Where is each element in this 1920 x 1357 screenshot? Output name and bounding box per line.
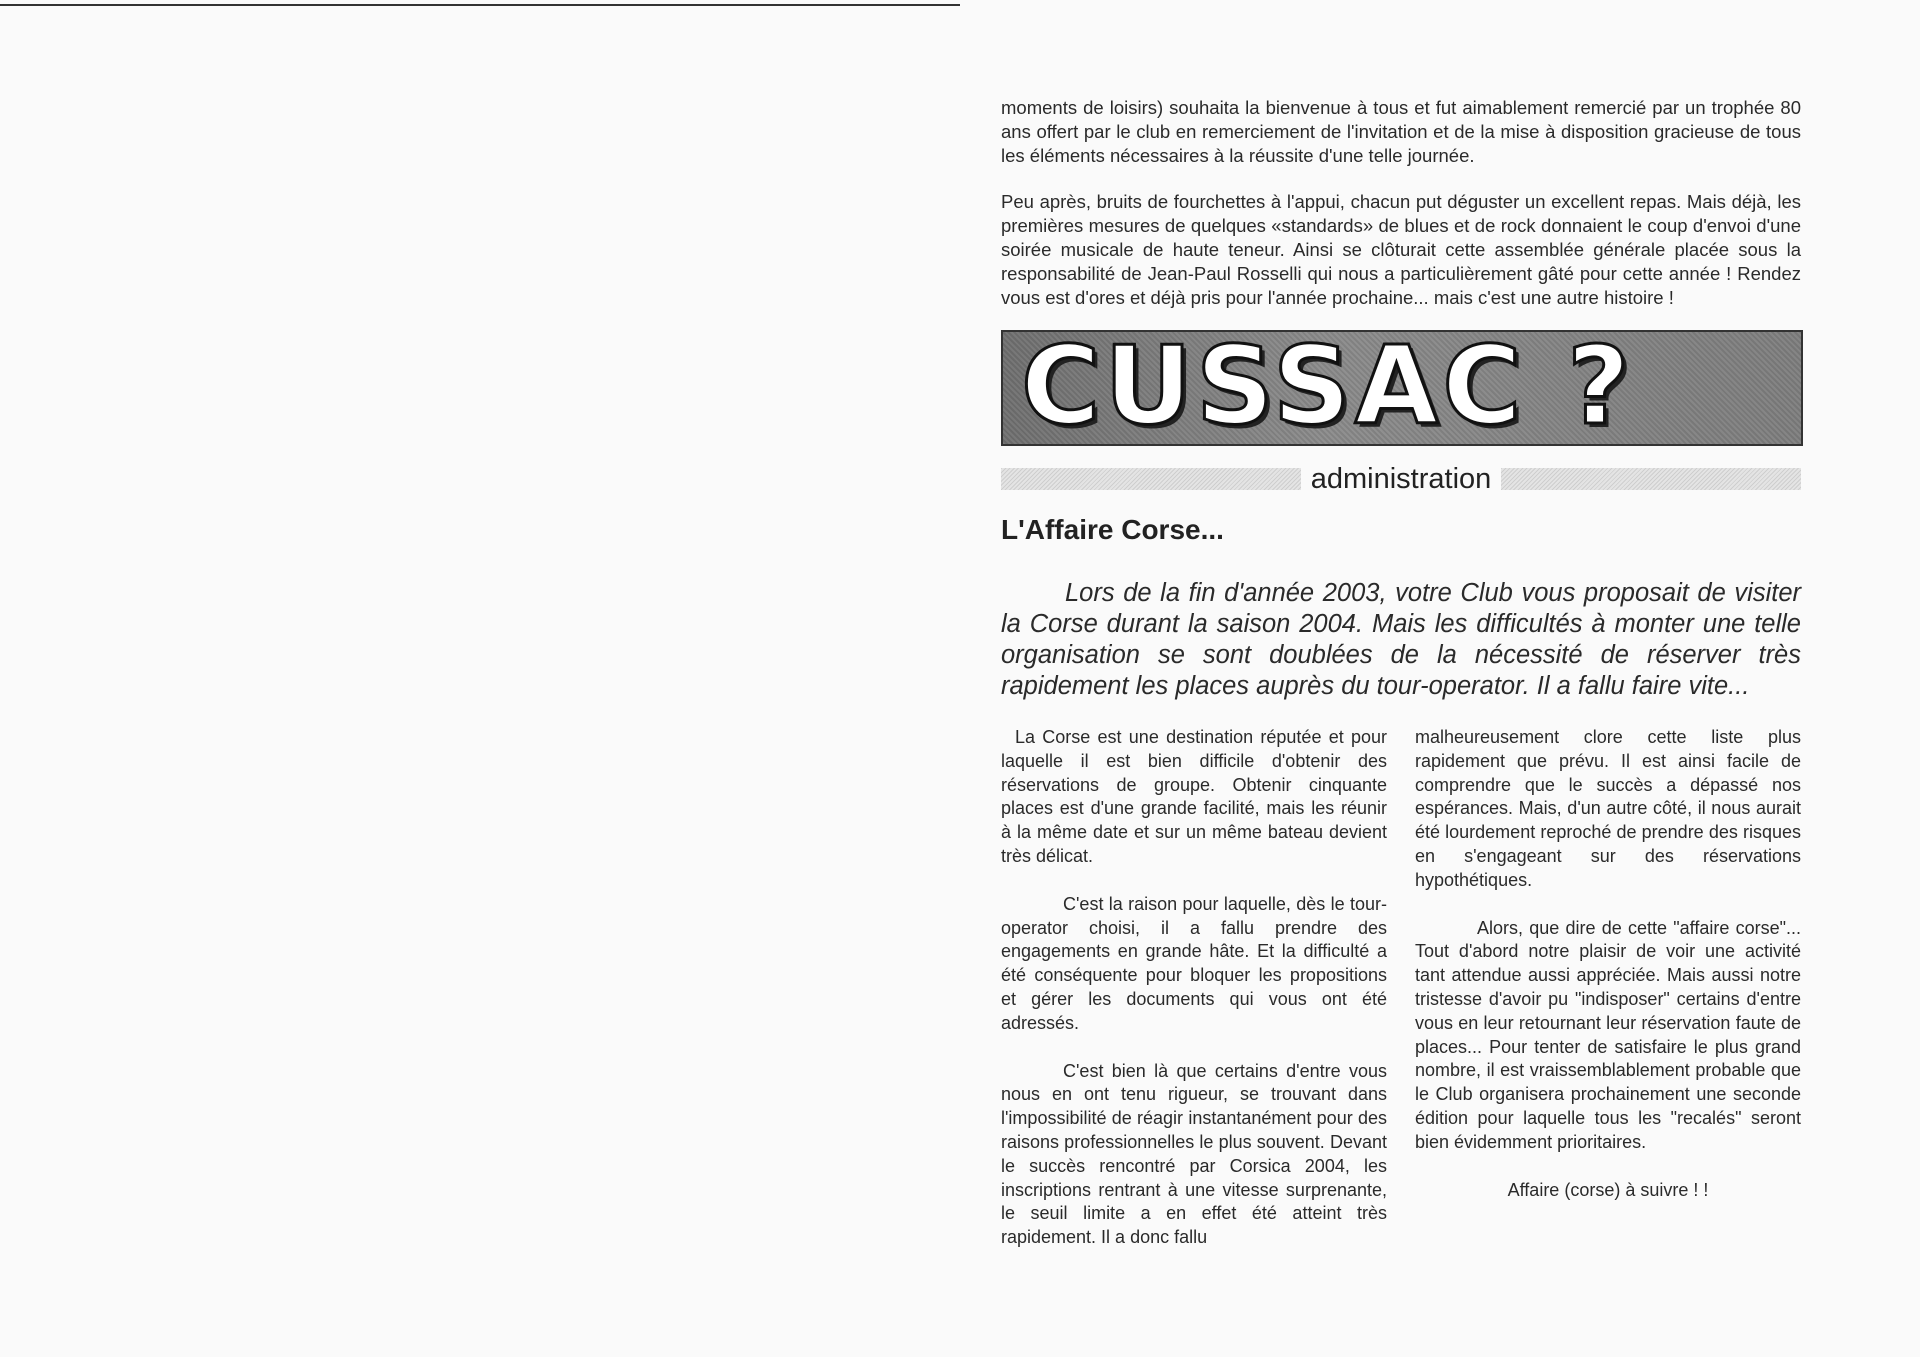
intro-paragraph-2: Peu après, bruits de fourchettes à l'appui, chacun put déguster un excellent repas. Mais déjà, les premières mesures de quelques «standards» de blues et de rock donnaient le coup d'envoi d'une soirée musicale de haute teneur. Ainsi se clôturait cette assemblée générale placée sous la responsabilité de Jean-Paul Rosselli qui nous a particulièrement gâté pour cette année ! Rendez vous est d'ores et déjà pris pour l'année prochaine... mais c'est une autre histoire ! <box>1001 191 1801 308</box>
body-paragraph: Alors, que dire de cette "affaire corse"... Tout d'abord notre plaisir de voir une activité tant attendue aussi appréciée. Mais aussi notre tristesse d'avoir pu "indisposer" certains d'entre vous en leur retournant leur réservation faute de places... Pour tenter de satisfaire le plus grand nombre, il est vraissemblablement probable que le Club organisera prochainement une seconde édition pour laquelle tous les "recalés" seront bien évidemment prioritaires. <box>1415 917 1801 1152</box>
intro-paragraph-1: moments de loisirs) souhaita la bienvenue à tous et fut aimablement remercié par un trophée 80 ans offert par le club en remerciement de l'invitation et de la mise à disposition gracieuse de tous les éléments nécessaires à la réussite d'une telle journée. <box>1001 97 1801 166</box>
right-column <box>1415 726 1801 1274</box>
section-label: administration <box>1310 462 1492 495</box>
body-paragraph: La Corse est une destination réputée et pour laquelle il est bien difficile d'obtenir des réservations de groupe. Obtenir cinquante places est d'une grande facilité, mais les réunir à la même date et sur un même bateau devient très délicat. <box>1001 727 1387 866</box>
article-body <box>1001 726 1801 1274</box>
banner-title: CUSSAC ? <box>1021 330 1634 446</box>
article-title: L'Affaire Corse... <box>1001 514 1224 545</box>
section-hatch-left <box>1001 468 1301 490</box>
intro-text <box>1001 96 1801 310</box>
article-lead: Lors de la fin d'année 2003, votre Club vous proposait de visiter la Corse durant la saison 2004. Mais les difficultés à monter une telle organisation se sont doublées de la nécessité de réserver très rapidement les places auprès du tour-operator. Il a fallu faire vite... <box>1001 579 1801 700</box>
section-header <box>1001 462 1801 496</box>
newsletter-page <box>1001 96 1801 1274</box>
section-hatch-right <box>1501 468 1801 490</box>
body-paragraph: malheureusement clore cette liste plus rapidement que prévu. Il est ainsi facile de comprendre que le succès a dépassé nos espérances. Mais, d'un autre côté, il nous aurait été lourdement reproché de prendre des risques en s'engageant sur des réservations hypothétiques. <box>1415 727 1801 890</box>
body-paragraph: C'est bien là que certains d'entre vous nous en ont tenu rigueur, se trouvant dans l'impossibilité de réagir instantanément pour des raisons professionnelles le plus souvent. Devant le succès rencontré par Corsica 2004, les inscriptions rentrant à une vitesse surprenante, le seuil limite a en effet été atteint très rapidement. Il a donc fallu <box>1001 1060 1387 1248</box>
cussac-banner <box>1001 330 1803 446</box>
closing-line: Affaire (corse) à suivre ! ! <box>1507 1179 1709 1200</box>
left-column <box>1001 726 1387 1274</box>
top-border-rule <box>0 4 960 6</box>
body-paragraph: C'est la raison pour laquelle, dès le tour-operator choisi, il a fallu prendre des engagements en grande hâte. Et la difficulté a été conséquente pour bloquer les propositions et gérer les documents qui vous ont été adressés. <box>1001 893 1387 1033</box>
